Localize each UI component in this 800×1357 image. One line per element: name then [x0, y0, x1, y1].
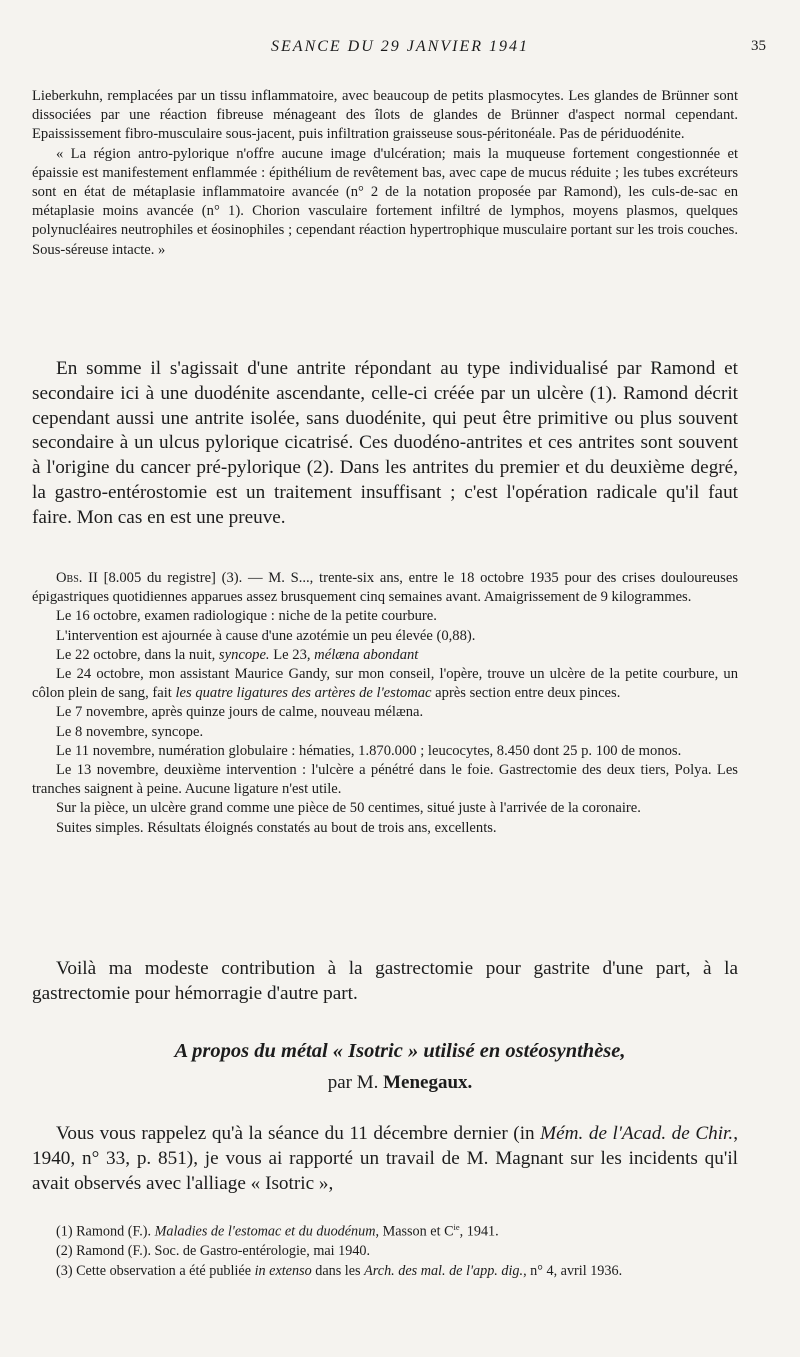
paragraph: Le 11 novembre, numération globulaire : hématies, 1.870.000 ; leucocytes, 8.450 dont 25 p. 100 de monos.: [56, 742, 682, 759]
footnote-2: (2) Ramond (F.). Soc. de Gastro-entérologie, mai 1940.: [56, 1243, 371, 1260]
paragraph: Suites simples. Résultats éloignés constatés au bout de trois ans, excellents.: [56, 819, 497, 836]
paragraph: Sur la pièce, un ulcère grand comme une pièce de 50 centimes, situé juste à l'arrivée de la coronaire.: [56, 800, 641, 817]
text-span: (3) Cette observation a été publiée: [56, 1262, 255, 1279]
paragraph: Voilà ma modeste contribution à la gastrectomie pour gastrite d'une part, à la gastrectomie pour hémorragie d'autre part.: [32, 958, 738, 1004]
page-header: [0, 38, 800, 62]
text-span: , 1940, n° 33, p. 851), je vous ai rapporté un travail de M. Magnant sur les incidents qu'il avait observés avec l'alliage « Isotric »,: [32, 1123, 738, 1194]
running-title: SEANCE DU 29 JANVIER 1941: [271, 38, 529, 55]
article-byline: [0, 1072, 800, 1094]
emphasis: mélæna abondant: [314, 646, 419, 663]
page-number: 35: [751, 38, 766, 54]
text-span: dans les: [311, 1262, 365, 1279]
paragraph: En somme il s'agissait d'une antrite répondant au type individualisé par Ramond et secondaire ici à une duodénite ascendante, celle-ci créée par un ulcère (1). Ramond décrit cependant aussi une antrite isolée, sans duodénite, qui peut être primitive ou plus souvent secondaire à un ulcus pylorique cicatrisé. Ces duodéno-antrites et ces antrites sont souvent à l'origine du cancer pré-pylorique (2). Dans les antrites du premier et du deuxième degré, la gastro-entérostomie est un traitement insuffisant ; c'est l'opération radicale qu'il faut faire. Mon cas en est une preuve.: [32, 358, 738, 528]
paragraph: L'intervention est ajournée à cause d'une azotémie un peu élevée (0,88).: [56, 627, 476, 644]
footnotes: [32, 1218, 738, 1281]
book-title: Maladies de l'estomac et du duodénum: [154, 1223, 376, 1240]
emphasis: syncope.: [218, 646, 270, 663]
text-span: , n° 4, avril 1936.: [523, 1262, 623, 1279]
paragraph: [32, 646, 738, 665]
conclusion-section: [32, 957, 738, 1007]
paragraph: [32, 1122, 738, 1196]
journal-title: Arch. des mal. de l'app. dig.: [364, 1262, 524, 1279]
emphasis: les quatre ligatures des artères de l'estomac: [175, 685, 432, 702]
text-span: , Masson et C: [375, 1223, 454, 1240]
paragraph: [32, 665, 738, 703]
paragraph: Le 16 octobre, examen radiologique : niche de la petite courbure.: [56, 608, 437, 625]
paragraph: « La région antro-pylorique n'offre aucune image d'ulcération; mais la muqueuse fortement congestionnée et épaissie est manifestement enflammée : épithélium de revêtement bas, avec cape de mucus réduite ; les tubes excréteurs sont en état de métaplasie inflammatoire avancée (n° 2 de la notation proposée par Ramond), les culs-de-sac en métaplasie moins avancée (n° 1). Chorion vasculaire fortement infiltré de lymphos, moyens plasmos, quelques polynucléaires neutrophiles et éosinophiles ; cependant réaction hypertrophique musculaire portant sur les trois couches. Sous-séreuse intacte. »: [32, 145, 738, 258]
paragraph: Le 7 novembre, après quinze jours de calme, nouveau mélæna.: [56, 704, 424, 721]
text-span: , 1941.: [459, 1223, 499, 1240]
text-span: Le 23,: [269, 646, 315, 663]
paragraph: Le 13 novembre, deuxième intervention : l'ulcère a pénétré dans le foie. Gastrectomie des deux tiers, Polya. Les tranches saignent à peine. Aucune ligature n'est utile.: [32, 762, 738, 798]
discussion-section: [32, 357, 738, 531]
paragraph: Lieberkuhn, remplacées par un tissu inflammatoire, avec beaucoup de petits plasmocytes. Les glandes de Brünner sont dissociées par une réaction fibreuse ménageant des îlots de glandes de Brünner d'aspect normal cependant. Epaississement fibro-musculaire sous-jacent, puis infiltration graisseuse sous-péritonéale. Pas de périduodénite.: [32, 88, 738, 143]
journal-title: Mém. de l'Acad. de Chir.: [540, 1123, 734, 1144]
observation-section: [32, 569, 738, 838]
text-span: Le 22 octobre, dans la nuit,: [56, 646, 219, 663]
obs-text: [8.005 du registre] (3). — M. S..., trente-six ans, entre le 18 octobre 1935 pour des crises douloureuses épigastriques quotidiennes apparues assez brusquement cinq semaines avant. Amaigrissement de 9 kilogrammes.: [32, 570, 739, 606]
emphasis: in extenso: [254, 1262, 312, 1279]
text-span: après section entre deux pinces.: [431, 685, 621, 702]
histology-section: [32, 87, 738, 260]
footnote-1: [32, 1218, 738, 1242]
superscript: ie: [453, 1222, 460, 1232]
article-body: [32, 1122, 738, 1196]
author-name: Menegaux.: [383, 1072, 473, 1093]
text-span: (1) Ramond (F.).: [56, 1223, 155, 1240]
observation-intro: [32, 569, 738, 607]
paragraph: Le 8 novembre, syncope.: [56, 723, 204, 740]
byline-prefix: par M.: [327, 1072, 384, 1093]
text-span: Vous vous rappelez qu'à la séance du 11 décembre dernier (in: [56, 1123, 541, 1144]
text-span: Le 24 octobre, mon assistant Maurice Gandy, sur mon conseil, l'opère, trouve un ulcère de la petite courbure, un côlon plein de sang, fait: [32, 666, 738, 702]
obs-label: Obs. II: [56, 570, 98, 586]
article-title: A propos du métal « Isotric » utilisé en ostéosynthèse,: [174, 1040, 626, 1062]
footnote-3: [32, 1262, 738, 1281]
